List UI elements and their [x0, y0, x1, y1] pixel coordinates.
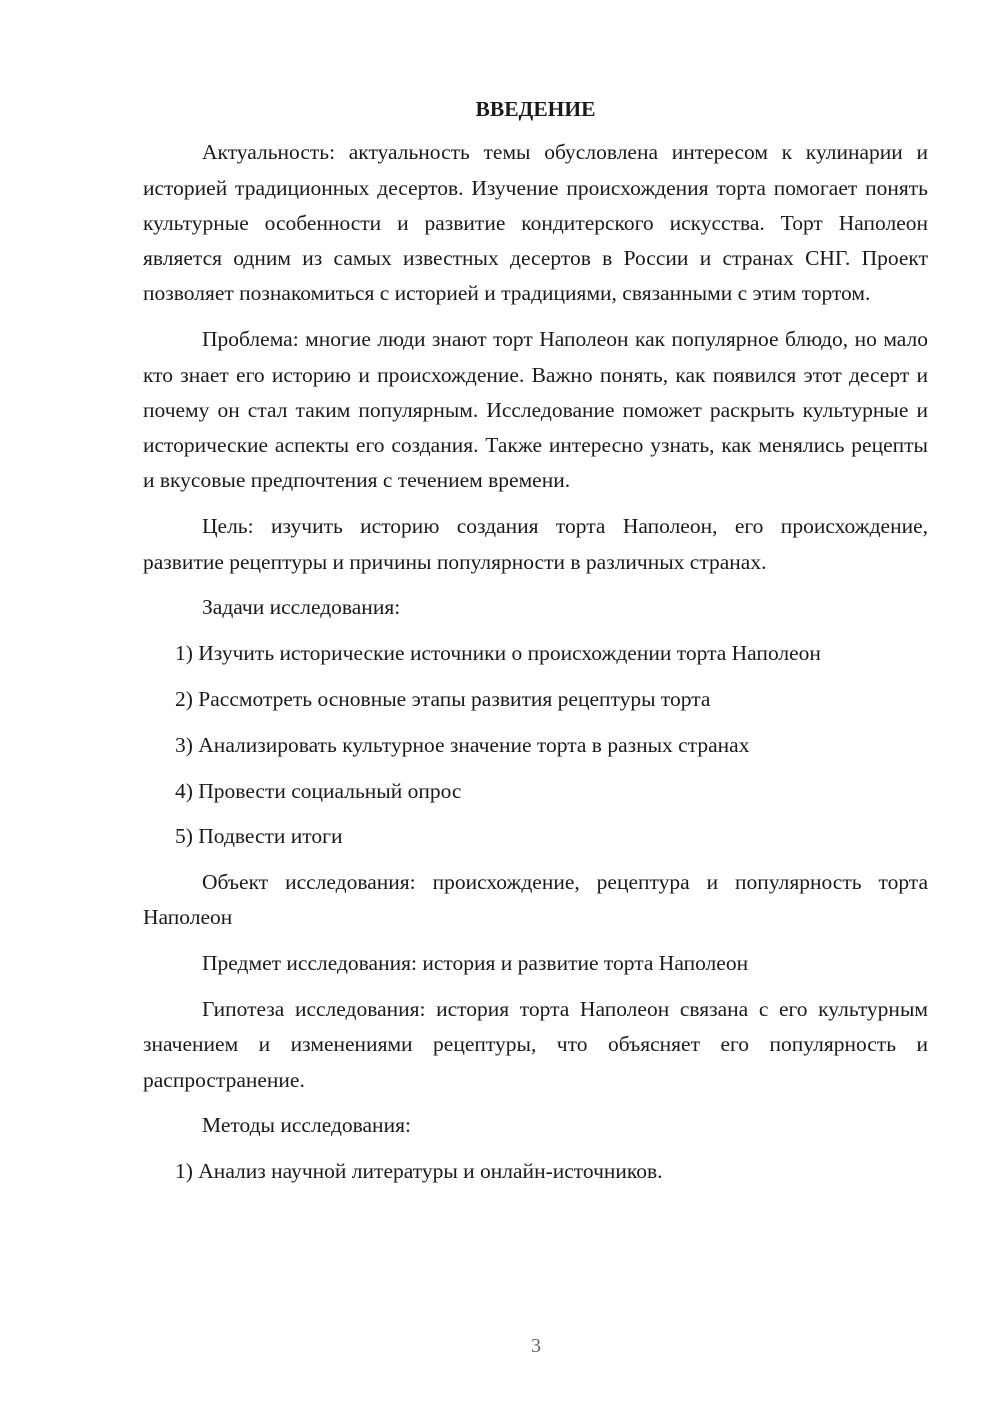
methods-title: Методы исследования:	[202, 1113, 411, 1138]
task-item-2: 2) Рассмотреть основные этапы развития рецептуры торта	[175, 686, 711, 711]
method-item-1: 1) Анализ научной литературы и онлайн-источников.	[175, 1159, 663, 1184]
section-heading: ВВЕДЕНИЕ	[475, 97, 596, 121]
relevance-paragraph: Актуальность: актуальность темы обусловлена интересом к кулинарии и историей традиционных десертов. Изучение происхождения торта помогает понять культурные особенности и развитие кондитерского искусства. Торт Наполеон является одним из самых известных десертов в России и странах СНГ. Проект позволяет познакомиться с историей и традициями, связанными с этим тортом.	[143, 140, 928, 306]
page-number: 3	[531, 1335, 541, 1357]
hypothesis-paragraph: Гипотеза исследования: история торта Наполеон связана с его культурным значением и изменениями рецептуры, что объясняет его популярность и распространение.	[143, 997, 928, 1092]
tasks-title: Задачи исследования:	[202, 595, 401, 620]
task-item-3: 3) Анализировать культурное значение торта в разных странах	[175, 732, 750, 757]
object-paragraph: Объект исследования: происхождение, рецептура и популярность торта Наполеон	[143, 870, 928, 930]
document-page	[143, 92, 928, 1200]
subject-paragraph: Предмет исследования: история и развитие торта Наполеон	[202, 951, 749, 976]
goal-paragraph: Цель: изучить историю создания торта Наполеон, его происхождение, развитие рецептуры и причины популярности в различных странах.	[143, 514, 928, 574]
task-item-5: 5) Подвести итоги	[175, 824, 343, 849]
problem-paragraph: Проблема: многие люди знают торт Наполеон как популярное блюдо, но мало кто знает его историю и происхождение. Важно понять, как появился этот десерт и почему он стал таким популярным. Исследование поможет раскрыть культурные и исторические аспекты его создания. Также интересно узнать, как менялись рецепты и вкусовые предпочтения с течением времени.	[143, 327, 928, 493]
task-item-4: 4) Провести социальный опрос	[175, 778, 462, 803]
task-item-1: 1) Изучить исторические источники о происхождении торта Наполеон	[175, 641, 821, 666]
